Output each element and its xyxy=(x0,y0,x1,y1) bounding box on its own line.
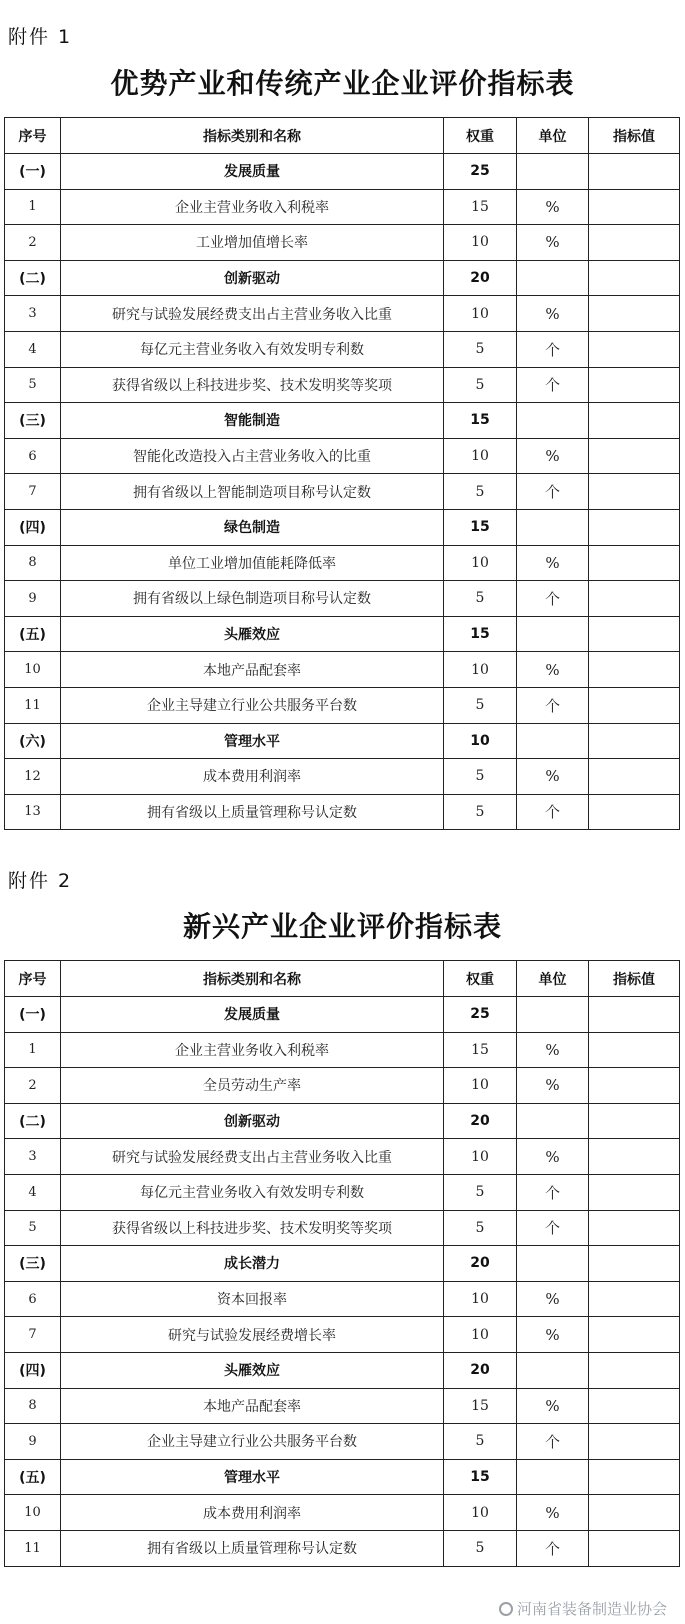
row-name: 拥有省级以上质量管理称号认定数 xyxy=(61,1530,444,1566)
row-value xyxy=(589,331,680,367)
row-value xyxy=(589,1139,680,1175)
row-name: 成长潜力 xyxy=(61,1246,444,1282)
row-unit: 个 xyxy=(517,794,589,830)
row-seq: (二) xyxy=(5,260,61,296)
row-weight: 25 xyxy=(444,154,517,190)
row-weight: 5 xyxy=(444,794,517,830)
row-seq: 2 xyxy=(5,225,61,261)
row-weight: 10 xyxy=(444,225,517,261)
indicator-row xyxy=(5,1068,680,1104)
row-seq: (五) xyxy=(5,616,61,652)
row-weight: 10 xyxy=(444,1139,517,1175)
row-unit: 个 xyxy=(517,474,589,510)
row-name: 单位工业增加值能耗降低率 xyxy=(61,545,444,581)
row-seq: 7 xyxy=(5,474,61,510)
row-name: 成本费用利润率 xyxy=(61,1495,444,1531)
row-name: 工业增加值增长率 xyxy=(61,225,444,261)
row-weight: 20 xyxy=(444,1352,517,1388)
indicator-row xyxy=(5,1139,680,1175)
indicator-row xyxy=(5,1032,680,1068)
row-name: 本地产品配套率 xyxy=(61,652,444,688)
row-unit: 个 xyxy=(517,1174,589,1210)
row-unit: 个 xyxy=(517,581,589,617)
indicator-row xyxy=(5,1495,680,1531)
row-weight: 10 xyxy=(444,296,517,332)
row-weight: 15 xyxy=(444,1388,517,1424)
category-row xyxy=(5,154,680,190)
row-seq: 9 xyxy=(5,1424,61,1460)
indicator-row xyxy=(5,794,680,830)
annex1-title: 优势产业和传统产业企业评价指标表 xyxy=(110,67,575,100)
row-unit: % xyxy=(517,1281,589,1317)
row-name: 企业主导建立行业公共服务平台数 xyxy=(61,687,444,723)
row-name: 创新驱动 xyxy=(61,260,444,296)
row-unit: % xyxy=(517,1317,589,1353)
row-value xyxy=(589,794,680,830)
row-name: 管理水平 xyxy=(61,1459,444,1495)
row-value xyxy=(589,723,680,759)
row-seq: 3 xyxy=(5,1139,61,1175)
row-unit xyxy=(517,616,589,652)
header-weight: 权重 xyxy=(444,961,517,997)
row-seq: 3 xyxy=(5,296,61,332)
row-weight: 10 xyxy=(444,1068,517,1104)
row-name: 拥有省级以上绿色制造项目称号认定数 xyxy=(61,581,444,617)
row-weight: 20 xyxy=(444,260,517,296)
category-row xyxy=(5,1246,680,1282)
header-name: 指标类别和名称 xyxy=(61,961,444,997)
row-seq: (二) xyxy=(5,1103,61,1139)
row-value xyxy=(589,1530,680,1566)
row-value xyxy=(589,403,680,439)
row-unit: % xyxy=(517,1139,589,1175)
row-weight: 5 xyxy=(444,687,517,723)
row-unit xyxy=(517,1246,589,1282)
row-seq: 13 xyxy=(5,794,61,830)
row-seq: (三) xyxy=(5,1246,61,1282)
row-weight: 5 xyxy=(444,759,517,795)
indicator-row xyxy=(5,474,680,510)
row-value xyxy=(589,581,680,617)
row-seq: 11 xyxy=(5,687,61,723)
row-weight: 10 xyxy=(444,1495,517,1531)
indicator-row xyxy=(5,189,680,225)
row-name: 绿色制造 xyxy=(61,509,444,545)
row-value xyxy=(589,652,680,688)
row-value xyxy=(589,260,680,296)
indicator-row xyxy=(5,1424,680,1460)
row-seq: (三) xyxy=(5,403,61,439)
row-name: 智能制造 xyxy=(61,403,444,439)
row-weight: 5 xyxy=(444,1530,517,1566)
row-value xyxy=(589,1174,680,1210)
row-unit: % xyxy=(517,1032,589,1068)
row-unit: 个 xyxy=(517,687,589,723)
indicator-row xyxy=(5,652,680,688)
row-value xyxy=(589,1388,680,1424)
row-weight: 20 xyxy=(444,1246,517,1282)
category-row xyxy=(5,723,680,759)
row-unit: % xyxy=(517,296,589,332)
row-seq: (五) xyxy=(5,1459,61,1495)
row-seq: (一) xyxy=(5,154,61,190)
indicator-row xyxy=(5,438,680,474)
row-weight: 10 xyxy=(444,652,517,688)
row-unit: % xyxy=(517,759,589,795)
row-value xyxy=(589,616,680,652)
row-unit: % xyxy=(517,438,589,474)
row-weight: 15 xyxy=(444,509,517,545)
row-value xyxy=(589,474,680,510)
row-unit xyxy=(517,1459,589,1495)
indicator-row xyxy=(5,1281,680,1317)
row-unit xyxy=(517,509,589,545)
category-row xyxy=(5,1103,680,1139)
table-header-row xyxy=(5,118,680,154)
row-unit: 个 xyxy=(517,367,589,403)
row-value xyxy=(589,1068,680,1104)
row-weight: 10 xyxy=(444,545,517,581)
row-name: 获得省级以上科技进步奖、技术发明奖等奖项 xyxy=(61,1210,444,1246)
row-value xyxy=(589,509,680,545)
row-name: 管理水平 xyxy=(61,723,444,759)
row-unit xyxy=(517,1103,589,1139)
row-unit xyxy=(517,154,589,190)
indicator-row xyxy=(5,1174,680,1210)
row-value xyxy=(589,1495,680,1531)
row-weight: 20 xyxy=(444,1103,517,1139)
row-seq: 11 xyxy=(5,1530,61,1566)
row-unit: % xyxy=(517,1388,589,1424)
row-unit xyxy=(517,723,589,759)
row-value xyxy=(589,367,680,403)
row-value xyxy=(589,687,680,723)
row-value xyxy=(589,296,680,332)
indicator-row xyxy=(5,367,680,403)
row-weight: 15 xyxy=(444,403,517,439)
row-weight: 5 xyxy=(444,367,517,403)
row-name: 企业主营业务收入利税率 xyxy=(61,1032,444,1068)
row-value xyxy=(589,154,680,190)
indicator-row xyxy=(5,1388,680,1424)
header-unit: 单位 xyxy=(517,961,589,997)
row-weight: 15 xyxy=(444,616,517,652)
row-value xyxy=(589,1317,680,1353)
row-name: 企业主导建立行业公共服务平台数 xyxy=(61,1424,444,1460)
annex1-label: 附件 1 xyxy=(8,26,73,48)
row-unit xyxy=(517,997,589,1033)
category-row xyxy=(5,403,680,439)
row-seq: 6 xyxy=(5,438,61,474)
row-weight: 10 xyxy=(444,1317,517,1353)
row-value xyxy=(589,545,680,581)
watermark-text: 河南省装备制造业协会 xyxy=(516,1600,667,1618)
row-name: 拥有省级以上质量管理称号认定数 xyxy=(61,794,444,830)
indicator-row xyxy=(5,1210,680,1246)
row-seq: 5 xyxy=(5,1210,61,1246)
row-seq: 4 xyxy=(5,1174,61,1210)
row-seq: (一) xyxy=(5,997,61,1033)
row-name: 资本回报率 xyxy=(61,1281,444,1317)
row-weight: 10 xyxy=(444,438,517,474)
header-unit: 单位 xyxy=(517,118,589,154)
row-name: 研究与试验发展经费支出占主营业务收入比重 xyxy=(61,296,444,332)
row-name: 全员劳动生产率 xyxy=(61,1068,444,1104)
indicator-row xyxy=(5,687,680,723)
indicator-row xyxy=(5,759,680,795)
row-value xyxy=(589,1352,680,1388)
row-name: 获得省级以上科技进步奖、技术发明奖等奖项 xyxy=(61,367,444,403)
row-seq: 1 xyxy=(5,1032,61,1068)
row-value xyxy=(589,438,680,474)
annex1-table xyxy=(4,117,680,830)
row-weight: 5 xyxy=(444,331,517,367)
row-name: 研究与试验发展经费支出占主营业务收入比重 xyxy=(61,1139,444,1175)
row-seq: 10 xyxy=(5,1495,61,1531)
annex2-title: 新兴产业企业评价指标表 xyxy=(182,910,502,943)
header-seq: 序号 xyxy=(5,961,61,997)
row-seq: 7 xyxy=(5,1317,61,1353)
row-name: 智能化改造投入占主营业务收入的比重 xyxy=(61,438,444,474)
row-seq: 2 xyxy=(5,1068,61,1104)
row-seq: (六) xyxy=(5,723,61,759)
row-value xyxy=(589,759,680,795)
row-value xyxy=(589,1459,680,1495)
watermark xyxy=(499,1598,667,1619)
annex2-table xyxy=(4,960,680,1567)
row-name: 每亿元主营业务收入有效发明专利数 xyxy=(61,331,444,367)
row-value xyxy=(589,1103,680,1139)
row-weight: 5 xyxy=(444,1174,517,1210)
category-row xyxy=(5,260,680,296)
row-unit: % xyxy=(517,545,589,581)
row-seq: 1 xyxy=(5,189,61,225)
table-header-row xyxy=(5,961,680,997)
row-name: 发展质量 xyxy=(61,154,444,190)
header-weight: 权重 xyxy=(444,118,517,154)
row-seq: (四) xyxy=(5,509,61,545)
row-seq: 9 xyxy=(5,581,61,617)
category-row xyxy=(5,616,680,652)
row-seq: 4 xyxy=(5,331,61,367)
row-value xyxy=(589,1210,680,1246)
indicator-row xyxy=(5,1317,680,1353)
row-value xyxy=(589,997,680,1033)
row-weight: 15 xyxy=(444,189,517,225)
row-weight: 25 xyxy=(444,997,517,1033)
row-name: 成本费用利润率 xyxy=(61,759,444,795)
row-seq: 5 xyxy=(5,367,61,403)
row-seq: 8 xyxy=(5,1388,61,1424)
row-unit: % xyxy=(517,1068,589,1104)
category-row xyxy=(5,1352,680,1388)
indicator-row xyxy=(5,225,680,261)
category-row xyxy=(5,997,680,1033)
row-name: 发展质量 xyxy=(61,997,444,1033)
row-name: 创新驱动 xyxy=(61,1103,444,1139)
row-unit: % xyxy=(517,652,589,688)
row-seq: 8 xyxy=(5,545,61,581)
row-value xyxy=(589,1281,680,1317)
row-weight: 5 xyxy=(444,1424,517,1460)
row-name: 企业主营业务收入利税率 xyxy=(61,189,444,225)
row-weight: 10 xyxy=(444,723,517,759)
row-name: 头雁效应 xyxy=(61,616,444,652)
indicator-row xyxy=(5,545,680,581)
annex2-label: 附件 2 xyxy=(8,870,73,892)
row-seq: 6 xyxy=(5,1281,61,1317)
row-seq: 10 xyxy=(5,652,61,688)
wechat-icon xyxy=(499,1602,513,1616)
indicator-row xyxy=(5,581,680,617)
category-row xyxy=(5,509,680,545)
row-unit: % xyxy=(517,189,589,225)
row-value xyxy=(589,1032,680,1068)
row-value xyxy=(589,1424,680,1460)
row-unit xyxy=(517,403,589,439)
row-value xyxy=(589,1246,680,1282)
header-value: 指标值 xyxy=(589,961,680,997)
indicator-row xyxy=(5,331,680,367)
header-seq: 序号 xyxy=(5,118,61,154)
row-unit xyxy=(517,1352,589,1388)
row-value xyxy=(589,225,680,261)
row-name: 本地产品配套率 xyxy=(61,1388,444,1424)
row-unit: % xyxy=(517,225,589,261)
row-value xyxy=(589,189,680,225)
row-name: 头雁效应 xyxy=(61,1352,444,1388)
category-row xyxy=(5,1459,680,1495)
row-seq: 12 xyxy=(5,759,61,795)
row-unit xyxy=(517,260,589,296)
header-value: 指标值 xyxy=(589,118,680,154)
row-name: 每亿元主营业务收入有效发明专利数 xyxy=(61,1174,444,1210)
row-weight: 10 xyxy=(444,1281,517,1317)
row-unit: 个 xyxy=(517,1424,589,1460)
row-seq: (四) xyxy=(5,1352,61,1388)
row-weight: 5 xyxy=(444,474,517,510)
row-unit: 个 xyxy=(517,1530,589,1566)
row-weight: 5 xyxy=(444,1210,517,1246)
row-weight: 15 xyxy=(444,1459,517,1495)
indicator-row xyxy=(5,1530,680,1566)
header-name: 指标类别和名称 xyxy=(61,118,444,154)
row-weight: 5 xyxy=(444,581,517,617)
row-unit: 个 xyxy=(517,331,589,367)
row-unit: % xyxy=(517,1495,589,1531)
row-unit: 个 xyxy=(517,1210,589,1246)
row-weight: 15 xyxy=(444,1032,517,1068)
row-name: 拥有省级以上智能制造项目称号认定数 xyxy=(61,474,444,510)
row-name: 研究与试验发展经费增长率 xyxy=(61,1317,444,1353)
indicator-row xyxy=(5,296,680,332)
